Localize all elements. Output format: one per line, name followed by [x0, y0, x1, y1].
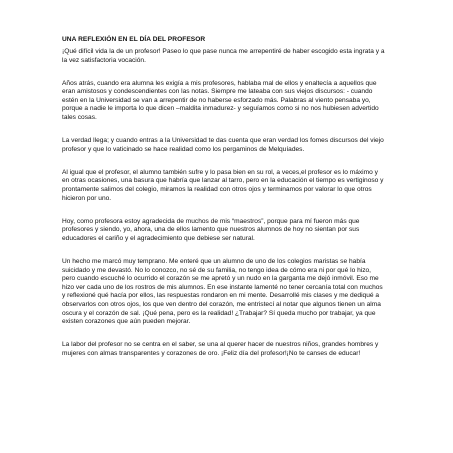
- paragraph-4: Al igual que el profesor, el alumno también sufre y lo pasa bien en su rol, a veces,el profesor es lo máximo y en otras ocasiones, una basura que habría que lanzar al tarro, pero en la educación el tiempo es vertiginoso y prontamente salimos del colegio, miramos la realidad con otros ojos y terminamos por valorar lo que otros hicieron por uno.: [62, 168, 384, 202]
- paragraph-2: Años atrás, cuando era alumna les exigía a mis profesores, hablaba mal de ellos y enaltecía a aquellos que eran amistosos y condescendientes con las notas. Siempre me lateaba con sus viejos discursos: - cuando estén en la Universidad se van a arrepentir de no haberse esforzado más. Palabras al viento pensaba yo, porque a nadie le importa lo que dicen –maldita inmadurez- y seguíamos como si no nos hubiesen advertido tales cosas.: [62, 79, 379, 122]
- paragraph-6: Un hecho me marcó muy temprano. Me enteré que un alumno de uno de los colegios maristas se había suicidado y me devastó. No lo conozco, no sé de su familia, no tengo idea de cómo era ni por qué lo hizo, pero cuando escuché lo ocurrido el corazón se me apretó y un nudo en la garganta me dejó inmóvil. Eso me hizo ver cada uno de los rostros de mis alumnos. En ese instante lamenté no tener cercanía total con muchos y reflexioné qué hacía por ellos, las respuestas rondaron en mi mente. Desarrollé mis clases y me dediqué a observarlos con otros ojos, los que ven dentro del corazón, me entristecí al notar que algunos tienen un alma oscura y el corazón de sal. ¡Qué pena, pero es la realidad! ¿Trabajar? Sí queda mucho por trabajar, ya que existen corazones que aún pueden mejorar.: [62, 258, 383, 326]
- paragraph-3: La verdad llega; y cuando entras a la Universidad te das cuenta que eran verdad los fomes discursos del viejo profesor y que lo vaticinado se hace realidad como los pergaminos de Melquíades.: [62, 137, 384, 153]
- paragraph-5: Hoy, como profesora estoy agradecida de muchos de mis “maestros”, porque para mí fueron más que profesores y siendo, yo, ahora, una de ellos lamento que nuestros alumnos de hoy no sientan por sus educadores el cariño y el agradecimiento que debiese ser natural.: [62, 217, 360, 242]
- document-page: [62, 36, 386, 373]
- paragraph-7: La labor del profesor no se centra en el saber, se una al querer hacer de nuestros niños, grandes hombres y mujeres con almas transparentes y corazones de oro. ¡Feliz día del profesor!¡No te canses de educar!: [62, 341, 379, 357]
- document-title: UNA REFLEXIÓN EN EL DÍA DEL PROFESOR: [62, 36, 206, 43]
- paragraph-1: ¡Qué difícil vida la de un profesor! Paseo lo que pase nunca me arrepentiré de haber escogido esta ingrata y a la vez satisfactoria vocación.: [62, 48, 385, 64]
